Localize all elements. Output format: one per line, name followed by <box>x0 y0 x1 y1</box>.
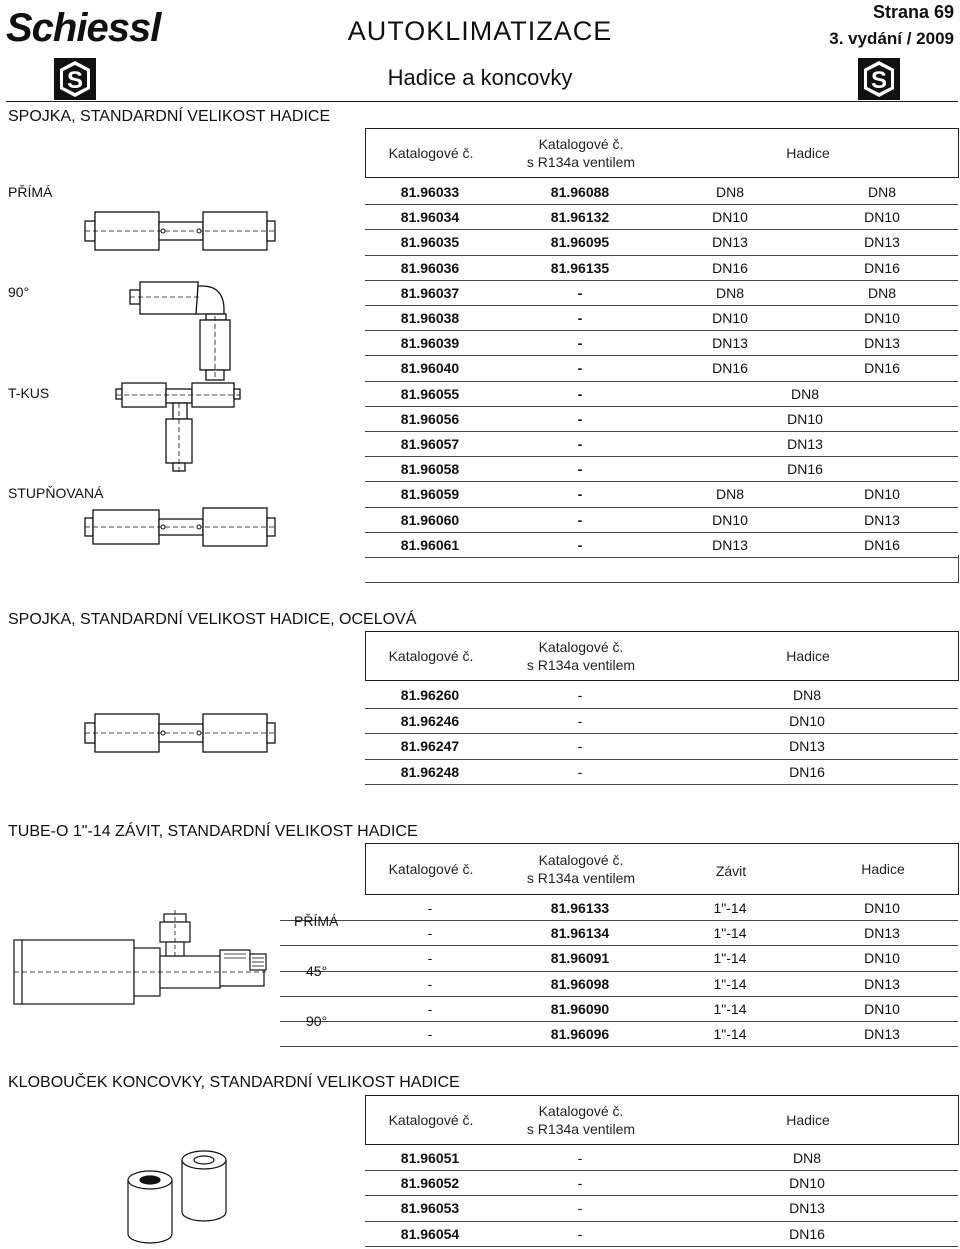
logo-letter: S <box>66 67 84 94</box>
s1-cell-hose-b: DN13 <box>864 511 900 528</box>
s4-cell-hose: DN16 <box>789 1225 825 1242</box>
s1-cell-hose-a: DN10 <box>712 209 748 226</box>
s1-cell-catalog-r134a: 81.96132 <box>550 209 610 226</box>
s1-cell-hose-a: DN13 <box>712 335 748 352</box>
s1-row-divider <box>365 532 958 533</box>
s4-cell-catalog: 81.96051 <box>400 1150 460 1166</box>
s4-header <box>365 1095 959 1145</box>
s3-cell-catalog: - <box>427 950 433 967</box>
s1-group-elbow: 90° <box>8 284 30 300</box>
s1-row-divider <box>365 355 958 356</box>
s1-cell-catalog-r134a: - <box>577 360 583 377</box>
s1-cell-catalog-r134a: - <box>577 511 583 528</box>
s1-cell-hose-b: DN10 <box>864 209 900 226</box>
s4-cell-catalog: 81.96053 <box>400 1200 460 1217</box>
s3-cell-catalog-r134a: 81.96091 <box>550 950 610 967</box>
edition: 3. vydání / 2009 <box>829 29 954 48</box>
s4-cell-catalog-r134a: - <box>577 1175 583 1192</box>
s1-group-step: STUPŇOVANÁ <box>8 485 104 501</box>
s1-col-cat2a: Katalogové č. <box>538 136 624 152</box>
s3-cell-thread: 1"-14 <box>713 950 747 967</box>
s1-cell-catalog-r134a: - <box>577 486 583 503</box>
s1-row-divider <box>365 557 958 558</box>
s4-cell-hose: DN10 <box>789 1175 825 1192</box>
s1-cell-catalog-r134a: - <box>577 461 583 478</box>
s3-cell-catalog: - <box>427 975 433 992</box>
s1-cell-hose-b: DN16 <box>864 360 900 377</box>
s1-cell-hose-b: DN10 <box>864 486 900 503</box>
s3-cell-catalog-r134a: 81.96133 <box>550 900 610 916</box>
s1-cell-hose-a: DN8 <box>715 284 744 301</box>
s1-cell-catalog-r134a: - <box>577 536 583 553</box>
s1-cell-hose: DN8 <box>790 385 819 402</box>
s4-col-cat2a: Katalogové č. <box>538 1103 624 1119</box>
s4-row-divider <box>365 1221 958 1222</box>
s3-cell-thread: 1"-14 <box>713 1000 747 1017</box>
s4-row-divider <box>365 1170 958 1171</box>
elbow-coupling-drawing <box>130 282 230 380</box>
s1-cell-hose: DN13 <box>787 436 823 452</box>
s1-col-cat: Katalogové č. <box>388 145 474 161</box>
s1-col-hose: Hadice <box>786 145 830 161</box>
s1-title: SPOJKA, STANDARDNÍ VELIKOST HADICE <box>8 108 331 125</box>
s3-cell-catalog-r134a: 81.96134 <box>550 925 610 942</box>
s1-cell-hose-b: DN16 <box>864 536 900 553</box>
s4-cell-hose: DN13 <box>789 1200 825 1217</box>
s1-cell-catalog-r134a: - <box>577 436 583 452</box>
s1-cell-catalog-r134a: - <box>577 385 583 402</box>
s2-cell-catalog: 81.96260 <box>400 687 460 703</box>
s2-header <box>365 631 959 681</box>
s1-cell-catalog-r134a: - <box>577 410 583 427</box>
s1-row-divider <box>365 481 958 482</box>
s3-cell-catalog: - <box>427 1026 433 1042</box>
stepped-coupling-drawing <box>85 506 275 550</box>
s1-cell-catalog: 81.96036 <box>400 259 460 276</box>
s1-header <box>365 128 959 178</box>
s3-group-90: 90° <box>306 1013 328 1029</box>
page-subtitle: Hadice a koncovky <box>387 65 573 90</box>
s3-header <box>365 843 959 895</box>
s1-cell-hose: DN16 <box>787 461 823 478</box>
s1-cell-catalog-r134a: 81.96095 <box>550 234 610 251</box>
s4-cell-catalog: 81.96054 <box>400 1225 460 1242</box>
s3-title: TUBE-O 1"-14 ZÁVIT, STANDARDNÍ VELIKOST HADICE <box>8 823 418 840</box>
s1-cell-catalog-r134a: 81.96088 <box>550 184 610 200</box>
s1-cell-hose-a: DN10 <box>712 310 748 326</box>
s3-cell-catalog: - <box>427 1000 433 1017</box>
s2-cell-catalog-r134a: - <box>577 763 583 780</box>
s3-col-cat2b: s R134a ventilem <box>526 870 636 886</box>
s3-row-divider <box>280 920 958 921</box>
s1-cell-hose-a: DN8 <box>715 184 744 200</box>
s2-cell-catalog-r134a: - <box>577 712 583 729</box>
s2-title: SPOJKA, STANDARDNÍ VELIKOST HADICE, OCELOVÁ <box>8 611 417 628</box>
s3-cell-catalog-r134a: 81.96090 <box>550 1000 610 1017</box>
s1-cell-catalog: 81.96035 <box>400 234 460 251</box>
s1-cell-hose-b: DN8 <box>867 284 896 301</box>
s2-row-divider <box>365 733 958 734</box>
s1-row-divider <box>365 255 958 256</box>
s1-row-divider <box>365 204 958 205</box>
s1-cell-catalog: 81.96037 <box>400 284 460 301</box>
s3-cell-thread: 1"-14 <box>713 1026 747 1042</box>
s2-cell-catalog: 81.96247 <box>400 738 460 754</box>
s1-row-divider <box>365 305 958 306</box>
s1-cell-catalog-r134a: 81.96135 <box>550 259 610 276</box>
s2-cell-catalog-r134a: - <box>577 687 583 703</box>
s1-cell-catalog-r134a: - <box>577 284 583 301</box>
s3-col-hose: Hadice <box>861 861 905 877</box>
s4-cell-hose: DN8 <box>792 1150 821 1166</box>
s4-col-cat2b: s R134a ventilem <box>526 1121 636 1137</box>
s3-col-cat: Katalogové č. <box>388 861 474 877</box>
s3-col-thread: Závit <box>715 863 747 879</box>
s1-bottom-border <box>365 582 959 583</box>
s3-row-divider <box>280 945 958 946</box>
s2-row-divider <box>365 759 958 760</box>
s2-cell-hose: DN13 <box>789 738 825 754</box>
s4-row-divider <box>365 1246 958 1247</box>
s4-cell-catalog: 81.96052 <box>400 1175 460 1192</box>
s3-cell-hose: DN10 <box>864 950 900 967</box>
s4-cell-catalog-r134a: - <box>577 1225 583 1242</box>
s3-cell-hose: DN13 <box>864 1026 900 1042</box>
s1-cell-catalog: 81.96039 <box>400 335 460 352</box>
s2-cell-hose: DN8 <box>792 687 821 703</box>
section-title: AUTOKLIMATIZACE <box>347 16 613 46</box>
s3-col-cat2a: Katalogové č. <box>538 852 624 868</box>
s1-cell-catalog: 81.96033 <box>400 184 460 200</box>
s4-col-hose: Hadice <box>786 1112 830 1128</box>
s3-cell-catalog-r134a: 81.96098 <box>550 975 610 992</box>
s1-row-divider <box>365 406 958 407</box>
s1-cell-catalog: 81.96057 <box>400 436 460 452</box>
s3-cell-thread: 1"-14 <box>713 925 747 942</box>
s1-cell-hose-a: DN16 <box>712 360 748 377</box>
straight-coupling-drawing <box>85 208 275 256</box>
s1-cell-catalog: 81.96056 <box>400 410 460 427</box>
s2-row-divider <box>365 708 958 709</box>
s4-title: KLOBOUČEK KONCOVKY, STANDARDNÍ VELIKOST HADICE <box>8 1074 460 1091</box>
s2-col-cat2a: Katalogové č. <box>538 639 624 655</box>
logo-letter: S <box>870 67 888 94</box>
end-cap-drawing <box>120 1150 230 1246</box>
s1-row-divider <box>365 431 958 432</box>
s1-cell-catalog: 81.96034 <box>400 209 460 226</box>
s1-right-border <box>958 555 959 582</box>
s4-row-divider <box>365 1195 958 1196</box>
s3-group-straight: PŘÍMÁ <box>294 913 339 929</box>
s2-cell-hose: DN10 <box>789 712 825 729</box>
s1-cell-hose: DN10 <box>787 410 823 427</box>
s2-col-cat: Katalogové č. <box>388 648 474 664</box>
s1-group-straight: PŘÍMÁ <box>8 184 53 200</box>
s3-cell-thread: 1"-14 <box>713 975 747 992</box>
s3-cell-thread: 1"-14 <box>713 900 747 916</box>
s1-row-divider <box>365 507 958 508</box>
s1-cell-catalog: 81.96060 <box>400 511 460 528</box>
s2-col-cat2b: s R134a ventilem <box>526 657 636 673</box>
s1-cell-hose-a: DN16 <box>712 259 748 276</box>
brand-logo-text: Schiessl <box>6 6 161 50</box>
s3-cell-catalog: - <box>427 925 433 942</box>
s1-cell-hose-a: DN8 <box>715 486 744 503</box>
s1-cell-catalog-r134a: - <box>577 335 583 352</box>
s3-cell-catalog: - <box>427 900 433 916</box>
s1-group-tee: T-KUS <box>8 385 50 401</box>
s3-row-divider <box>280 1046 958 1047</box>
s1-cell-catalog: 81.96061 <box>400 536 460 553</box>
s1-row-divider <box>365 456 958 457</box>
s2-cell-catalog: 81.96248 <box>400 763 460 780</box>
s1-cell-catalog: 81.96058 <box>400 461 460 478</box>
s3-cell-hose: DN10 <box>864 1000 900 1017</box>
s1-cell-catalog: 81.96055 <box>400 385 460 402</box>
s3-group-45: 45° <box>306 963 328 979</box>
s2-cell-hose: DN16 <box>789 763 825 780</box>
s1-cell-hose-a: DN13 <box>712 234 748 251</box>
s1-cell-catalog-r134a: - <box>577 310 583 326</box>
s2-cell-catalog-r134a: - <box>577 738 583 754</box>
s1-cell-hose-a: DN13 <box>712 536 748 553</box>
s1-cell-hose-b: DN8 <box>867 184 896 200</box>
s3-cell-hose: DN10 <box>864 900 900 916</box>
s3-cell-hose: DN13 <box>864 975 900 992</box>
page-number: Strana 69 <box>872 2 954 22</box>
s1-cell-hose-b: DN16 <box>864 259 900 276</box>
s1-col-cat2b: s R134a ventilem <box>526 154 636 170</box>
steel-coupling-drawing <box>85 710 275 758</box>
header-divider <box>6 101 958 102</box>
s2-cell-catalog: 81.96246 <box>400 712 460 729</box>
s3-row-divider <box>280 1021 958 1022</box>
s2-col-hose: Hadice <box>786 648 830 664</box>
s1-cell-hose-a: DN10 <box>712 511 748 528</box>
s1-row-divider <box>365 330 958 331</box>
s3-row-divider <box>280 996 958 997</box>
s1-row-divider <box>365 280 958 281</box>
tee-coupling-drawing <box>116 383 240 473</box>
s3-cell-catalog-r134a: 81.96096 <box>550 1026 610 1042</box>
s4-cell-catalog-r134a: - <box>577 1200 583 1217</box>
s1-row-divider <box>365 229 958 230</box>
s1-cell-catalog: 81.96059 <box>400 486 460 503</box>
s2-row-divider <box>365 784 958 785</box>
s1-cell-hose-b: DN10 <box>864 310 900 326</box>
s4-col-cat: Katalogové č. <box>388 1112 474 1128</box>
s1-cell-hose-b: DN13 <box>864 234 900 251</box>
s3-row-divider <box>280 971 958 972</box>
tube-o-fitting-drawing <box>14 910 274 1020</box>
s1-cell-hose-b: DN13 <box>864 335 900 352</box>
s1-cell-catalog: 81.96040 <box>400 360 460 377</box>
s1-row-divider <box>365 381 958 382</box>
s4-cell-catalog-r134a: - <box>577 1150 583 1166</box>
s1-cell-catalog: 81.96038 <box>400 310 460 326</box>
s3-cell-hose: DN13 <box>864 925 900 942</box>
